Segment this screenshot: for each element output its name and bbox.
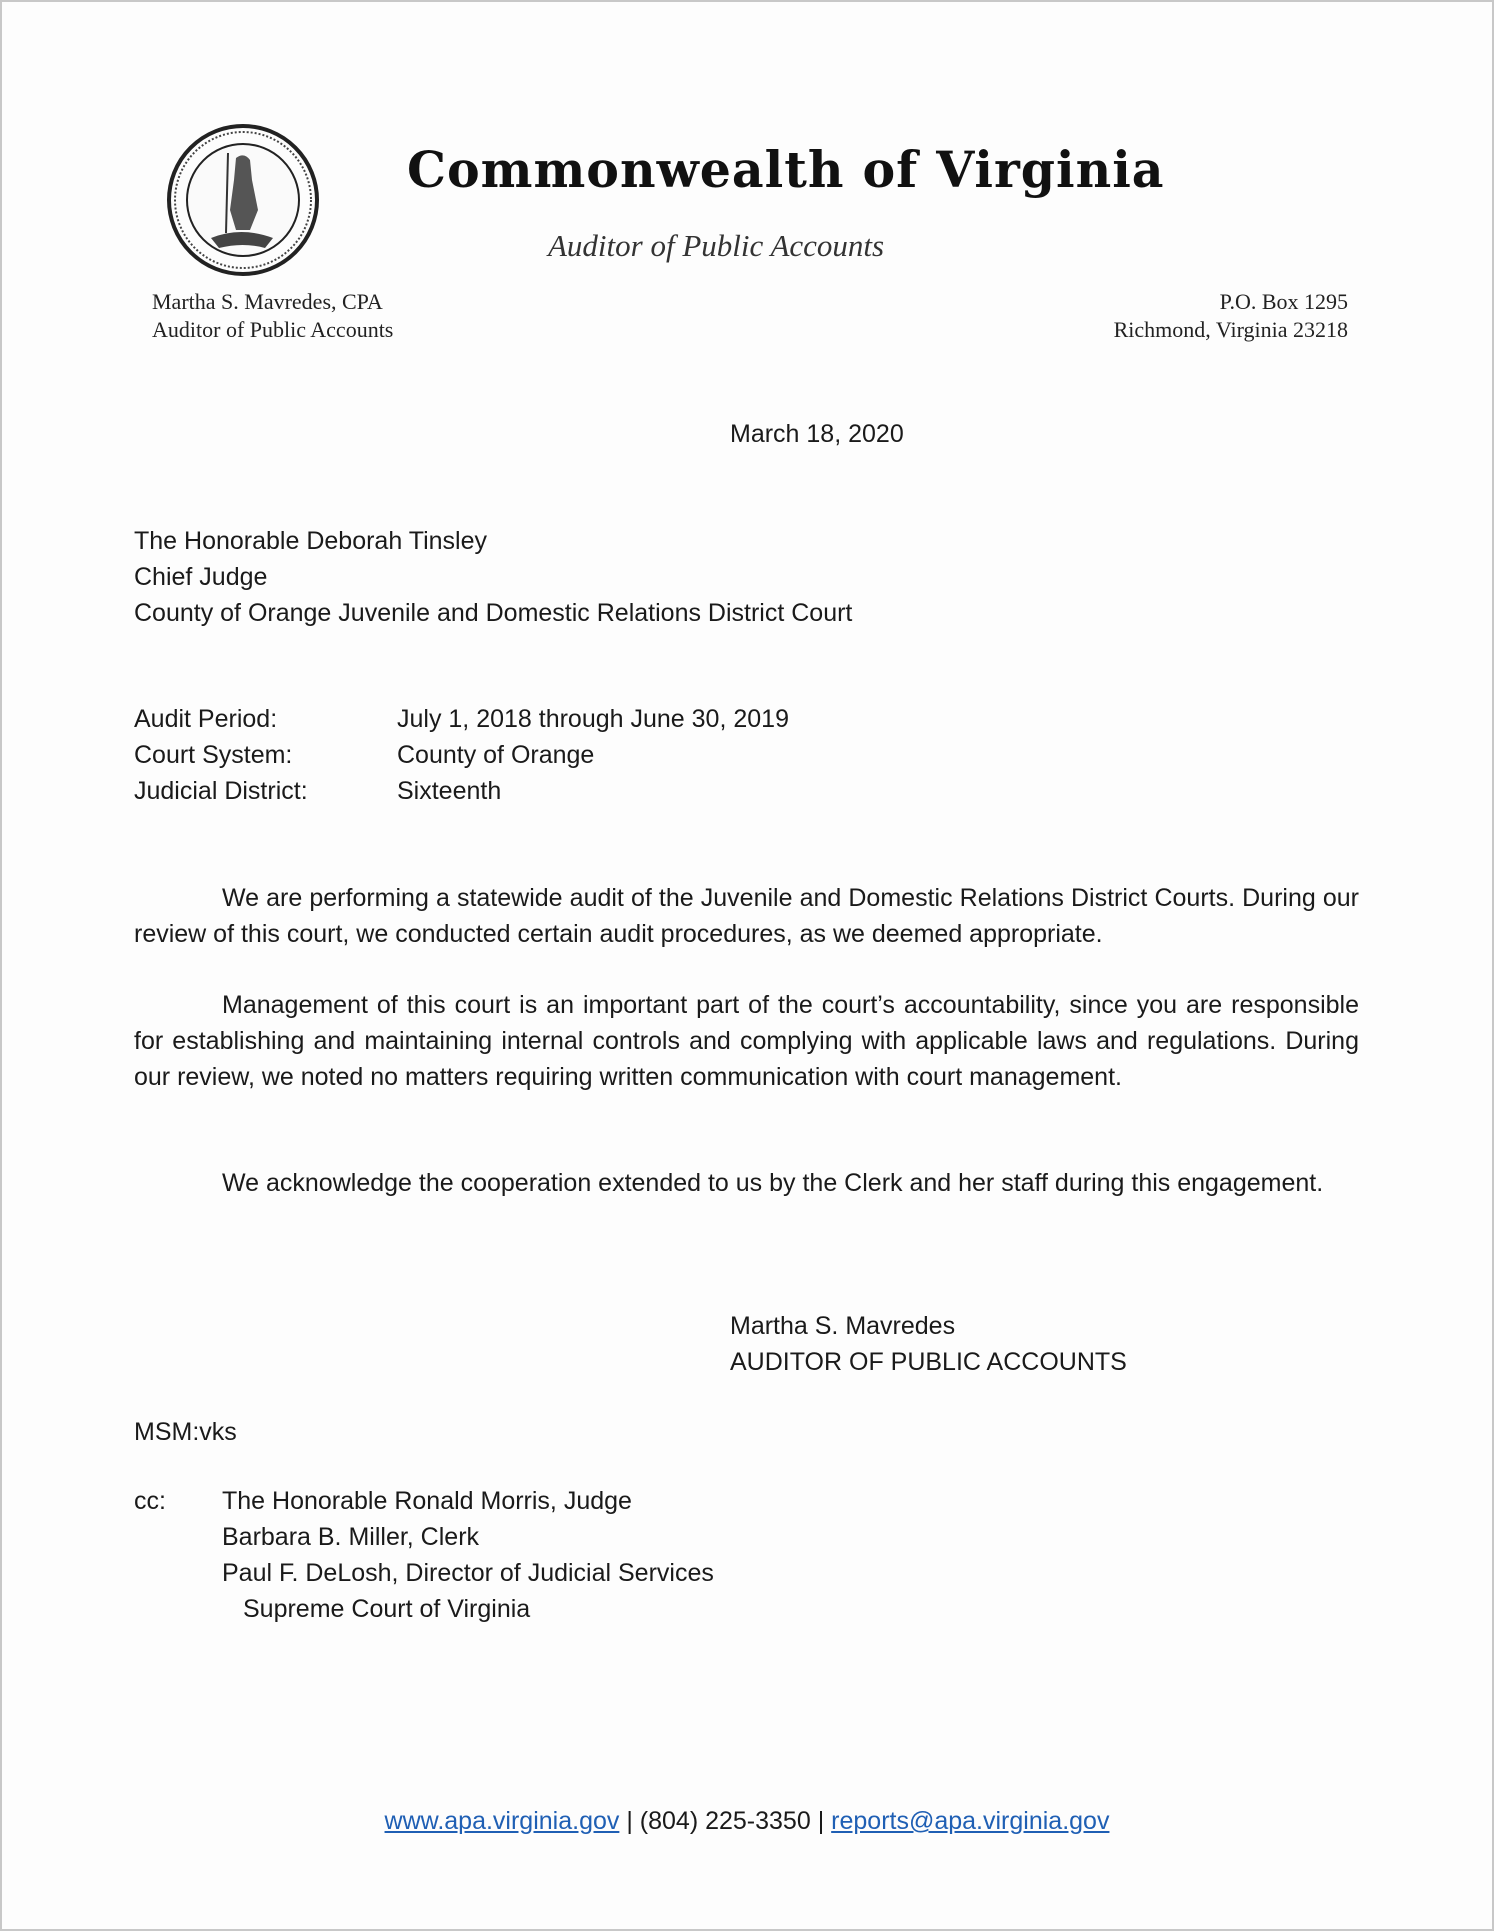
recipient-name: The Honorable Deborah Tinsley	[134, 527, 487, 555]
audit-info	[134, 701, 789, 809]
cc-item: Supreme Court of Virginia	[243, 1595, 531, 1623]
initials: MSM:vks	[134, 1418, 237, 1446]
audit-info-value: July 1, 2018 through June 30, 2019	[397, 705, 789, 733]
auditor-name: Martha S. Mavredes, CPA	[152, 289, 383, 314]
letterhead-left-address	[152, 288, 393, 344]
signer-name: Martha S. Mavredes	[730, 1312, 956, 1340]
po-box: P.O. Box 1295	[1219, 289, 1348, 314]
email-link[interactable]: reports@apa.virginia.gov	[831, 1807, 1110, 1835]
cc-label: cc:	[134, 1487, 166, 1515]
audit-info-label: Audit Period:	[134, 705, 278, 733]
cc-list	[222, 1483, 714, 1627]
cc-item: Paul F. DeLosh, Director of Judicial Services	[222, 1559, 714, 1587]
audit-info-row	[134, 701, 789, 737]
audit-info-value: County of Orange	[397, 741, 595, 769]
audit-info-row	[134, 773, 789, 809]
city-state: Richmond, Virginia 23218	[1113, 317, 1348, 342]
letterhead-right-address	[1114, 288, 1348, 344]
recipient-block	[134, 523, 852, 631]
letterhead-subtitle: Auditor of Public Accounts	[548, 228, 885, 263]
audit-info-label: Court System:	[134, 741, 293, 769]
recipient-title: Chief Judge	[134, 563, 268, 591]
audit-info-label: Judicial District:	[134, 777, 308, 805]
auditor-title: Auditor of Public Accounts	[152, 317, 394, 342]
footer-separator: |	[626, 1807, 633, 1835]
signer-title: AUDITOR OF PUBLIC ACCOUNTS	[730, 1348, 1127, 1376]
audit-info-value: Sixteenth	[397, 777, 502, 805]
body-paragraph: We acknowledge the cooperation extended to us by the Clerk and her staff during this engagement.	[222, 1169, 1324, 1197]
website-link[interactable]: www.apa.virginia.gov	[384, 1807, 620, 1835]
cc-item: Barbara B. Miller, Clerk	[222, 1523, 480, 1551]
letterhead-title: Commonwealth of Virginia	[407, 140, 1165, 199]
audit-info-row	[134, 737, 789, 773]
body-paragraph: We are performing a statewide audit of the Juvenile and Domestic Relations District Courts. During our review of this court, we conducted certain audit procedures, as we deemed appropriate.	[134, 884, 1359, 948]
recipient-court: County of Orange Juvenile and Domestic Relations District Court	[134, 599, 853, 627]
phone-number: (804) 225-3350	[639, 1807, 811, 1835]
footer-separator: |	[817, 1807, 825, 1835]
letter-date: March 18, 2020	[730, 420, 904, 448]
signature-block	[730, 1308, 1127, 1380]
virginia-seal-logo	[166, 123, 320, 277]
cc-item: The Honorable Ronald Morris, Judge	[222, 1487, 632, 1515]
footer	[0, 1807, 1494, 1836]
body-paragraph: Management of this court is an important part of the court’s accountability, since you are responsible for establishing and maintaining internal controls and complying with applicable laws and regulations. During our review, we noted no matters requiring written communication with court management.	[134, 991, 1359, 1091]
